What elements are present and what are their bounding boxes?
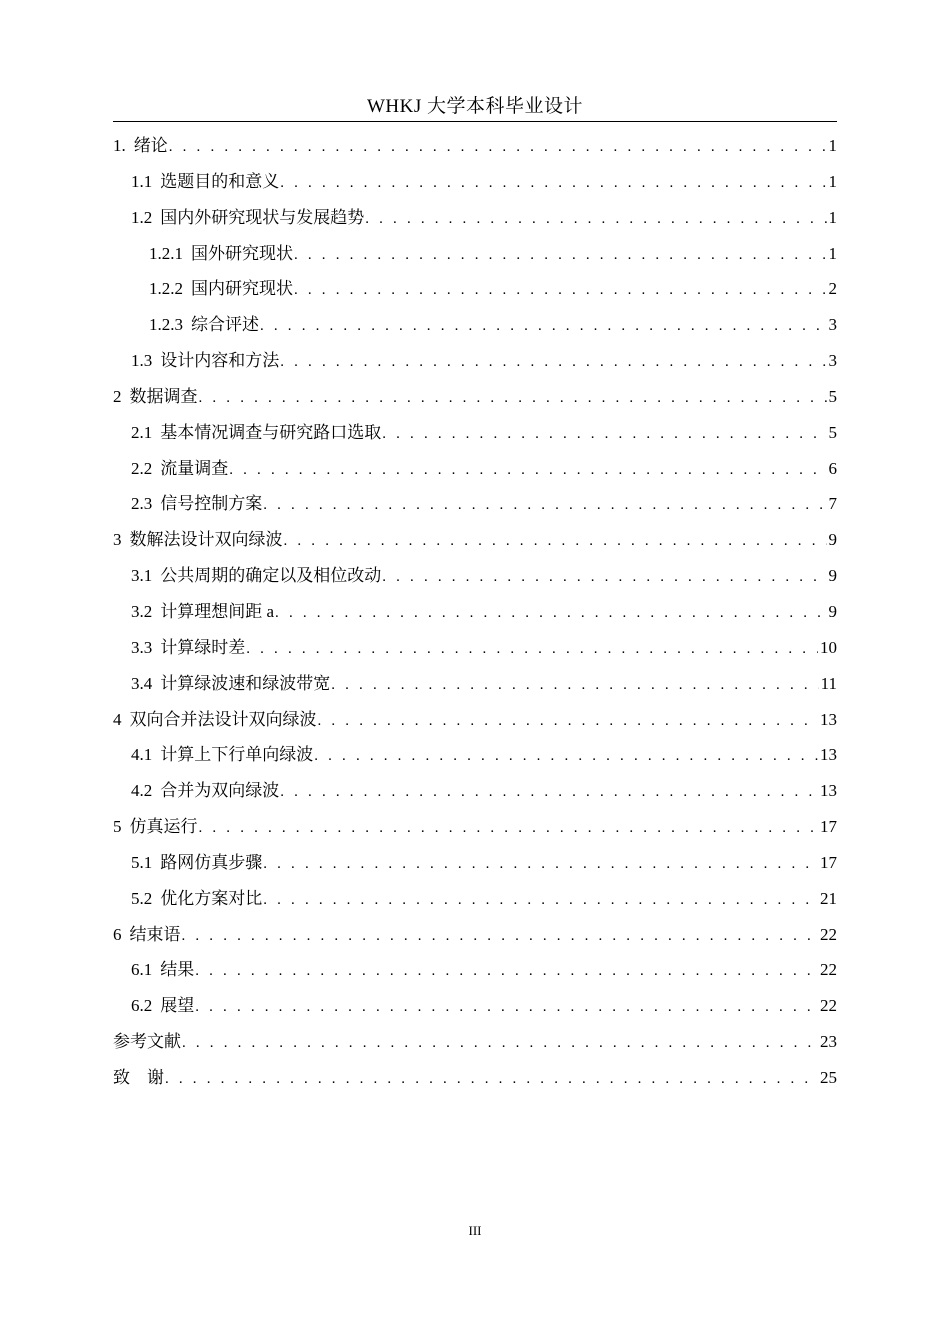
toc-entry-page: 9 (828, 530, 837, 550)
toc-entry-number: 4.2 (131, 781, 153, 801)
toc-entry-title: 优化方案对比 (160, 888, 263, 908)
toc-entry-page: 21 (820, 888, 837, 908)
toc-entry-number: 1.1 (131, 171, 153, 191)
toc-entry-number: 5.1 (131, 852, 153, 872)
toc-entry-title: 绪论 (133, 136, 168, 155)
toc-dot-leader (263, 847, 818, 883)
toc-dot-leader (275, 596, 826, 632)
toc-entry[interactable] (113, 558, 837, 594)
toc-entry-title: 国外研究现状 (191, 243, 293, 263)
toc-entry-page: 22 (820, 960, 837, 980)
toc-entry-number: 6.2 (131, 996, 153, 1016)
page-header-title: WHKJ 大学本科毕业设计 (366, 96, 584, 117)
toc-dot-leader (280, 775, 818, 811)
toc-entry-page: 11 (820, 673, 837, 693)
toc-dot-leader (263, 488, 826, 524)
toc-entry-title: 基本情况调查与研究路口选取 (160, 422, 382, 442)
toc-entry-title: 结果 (160, 960, 195, 980)
toc-entry[interactable] (113, 451, 837, 487)
toc-entry[interactable] (113, 845, 837, 881)
toc-dot-leader (165, 1062, 818, 1098)
toc-entry[interactable] (113, 594, 837, 630)
toc-entry[interactable] (113, 486, 837, 522)
toc-entry-title: 设计内容和方法 (160, 351, 280, 371)
toc-dot-leader (229, 453, 826, 489)
toc-dot-leader (182, 1026, 818, 1062)
toc-entry[interactable] (113, 164, 837, 200)
toc-entry-title: 参考文献 (113, 1032, 181, 1052)
toc-entry[interactable] (113, 630, 837, 666)
toc-entry-title: 路网仿真步骤 (160, 852, 263, 872)
toc-entry-number: 3.3 (131, 637, 153, 657)
toc-dot-leader (199, 381, 827, 417)
toc-entry-number: 1. (113, 136, 126, 155)
toc-entry[interactable] (113, 1060, 837, 1096)
toc-entry-title: 展望 (160, 996, 195, 1016)
toc-entry-title: 仿真运行 (129, 817, 198, 837)
toc-entry-page: 22 (820, 996, 837, 1016)
toc-dot-leader (331, 668, 818, 704)
toc-entry-number: 2.1 (131, 422, 153, 442)
toc-entry-number: 3 (113, 530, 122, 550)
toc-dot-leader (195, 990, 818, 1026)
toc-entry-page: 3 (828, 315, 837, 335)
toc-entry-number: 3.1 (131, 566, 153, 586)
toc-entry-title: 国内外研究现状与发展趋势 (160, 207, 365, 227)
toc-entry-number: 4.1 (131, 745, 153, 765)
toc-entry[interactable] (113, 988, 837, 1024)
toc-entry-page: 6 (828, 458, 837, 478)
toc-entry-page: 5 (828, 422, 837, 442)
toc-entry-number: 4 (113, 709, 122, 729)
toc-dot-leader (246, 632, 818, 668)
toc-entry-page: 1 (828, 171, 837, 191)
toc-entry-page: 7 (828, 494, 837, 514)
toc-entry-title: 双向合并法设计双向绿波 (129, 709, 317, 729)
toc-entry-number: 5.2 (131, 888, 153, 908)
toc-entry[interactable] (113, 881, 837, 917)
toc-entry[interactable] (113, 666, 837, 702)
toc-entry[interactable] (113, 737, 837, 773)
toc-dot-leader (318, 704, 819, 740)
toc-entry[interactable] (113, 809, 837, 845)
page-number: III (468, 1223, 482, 1238)
toc-entry[interactable] (113, 379, 837, 415)
toc-entry[interactable] (113, 1024, 837, 1060)
toc-entry-page: 13 (820, 781, 837, 801)
toc-entry-page: 17 (820, 817, 837, 837)
toc-entry-title: 选题目的和意义 (160, 171, 280, 191)
toc-entry[interactable] (113, 200, 837, 236)
toc-entry[interactable] (113, 343, 837, 379)
toc-dot-leader (294, 273, 827, 309)
toc-entry-title: 数据调查 (129, 386, 198, 406)
toc-entry-number: 6.1 (131, 960, 153, 980)
toc-entry[interactable] (113, 415, 837, 451)
toc-entry-title: 计算理想间距 a (160, 601, 275, 621)
toc-entry-title: 公共周期的确定以及相位改动 (160, 566, 382, 586)
toc-entry-page: 10 (820, 637, 837, 657)
toc-entry-page: 3 (828, 351, 837, 371)
toc-entry-title: 信号控制方案 (160, 494, 263, 514)
toc-entry-number: 1.2.3 (149, 315, 183, 335)
toc-entry-title: 计算绿时差 (160, 637, 246, 657)
toc-entry-number: 6 (113, 924, 122, 944)
toc-entry[interactable] (113, 236, 837, 272)
toc-entry-page: 13 (820, 709, 837, 729)
toc-entry-page: 2 (828, 279, 837, 299)
toc-entry-page: 9 (828, 566, 837, 586)
toc-dot-leader (263, 883, 818, 919)
toc-entry-title: 致 谢 (113, 1067, 164, 1087)
toc-entry[interactable] (113, 952, 837, 988)
toc-entry-page: 1 (828, 243, 837, 263)
toc-entry[interactable] (113, 307, 837, 343)
toc-entry-page: 1 (828, 136, 837, 155)
toc-entry-number: 3.2 (131, 601, 153, 621)
toc-dot-leader (382, 417, 826, 453)
toc-dot-leader (314, 739, 818, 775)
toc-entry-page: 17 (820, 852, 837, 872)
toc-entry-title: 数解法设计双向绿波 (129, 530, 283, 550)
table-of-contents (113, 128, 837, 1096)
toc-entry-title: 计算绿波速和绿波带宽 (160, 673, 331, 693)
toc-entry-title: 流量调查 (160, 458, 229, 478)
toc-entry-number: 1.2.1 (149, 243, 183, 263)
toc-entry-page: 9 (828, 601, 837, 621)
toc-entry-page: 13 (820, 745, 837, 765)
toc-dot-leader (260, 309, 827, 345)
header-rule (113, 121, 837, 122)
toc-entry-number: 2 (113, 386, 122, 406)
toc-entry-title: 结束语 (129, 924, 181, 944)
toc-entry-number: 5 (113, 817, 122, 837)
toc-dot-leader (294, 238, 827, 274)
toc-entry-page: 23 (820, 1032, 837, 1052)
toc-entry[interactable] (113, 702, 837, 738)
toc-entry-number: 3.4 (131, 673, 153, 693)
toc-entry[interactable] (113, 522, 837, 558)
toc-entry-number: 1.2.2 (149, 279, 183, 299)
toc-entry[interactable] (113, 773, 837, 809)
toc-entry-page: 5 (828, 386, 837, 406)
toc-dot-leader (195, 954, 818, 990)
toc-dot-leader (280, 166, 826, 202)
toc-entry-page: 1 (828, 207, 837, 227)
toc-entry[interactable] (113, 271, 837, 307)
toc-entry-title: 综合评述 (191, 315, 259, 335)
toc-entry-title: 国内研究现状 (191, 279, 293, 299)
toc-entry-number: 1.2 (131, 207, 153, 227)
toc-dot-leader (365, 202, 826, 238)
toc-entry-title: 合并为双向绿波 (160, 781, 280, 801)
toc-dot-leader (169, 130, 827, 166)
toc-entry-number: 2.2 (131, 458, 153, 478)
toc-dot-leader (199, 811, 819, 847)
toc-dot-leader (382, 560, 826, 596)
toc-entry-number: 1.3 (131, 351, 153, 371)
toc-entry-title: 计算上下行单向绿波 (160, 745, 314, 765)
toc-entry-page: 25 (820, 1067, 837, 1087)
toc-entry-number: 2.3 (131, 494, 153, 514)
toc-dot-leader (280, 345, 826, 381)
toc-entry[interactable] (113, 128, 837, 164)
toc-dot-leader (284, 524, 827, 560)
toc-dot-leader (182, 919, 819, 955)
toc-entry-page: 22 (820, 924, 837, 944)
toc-entry[interactable] (113, 917, 837, 953)
